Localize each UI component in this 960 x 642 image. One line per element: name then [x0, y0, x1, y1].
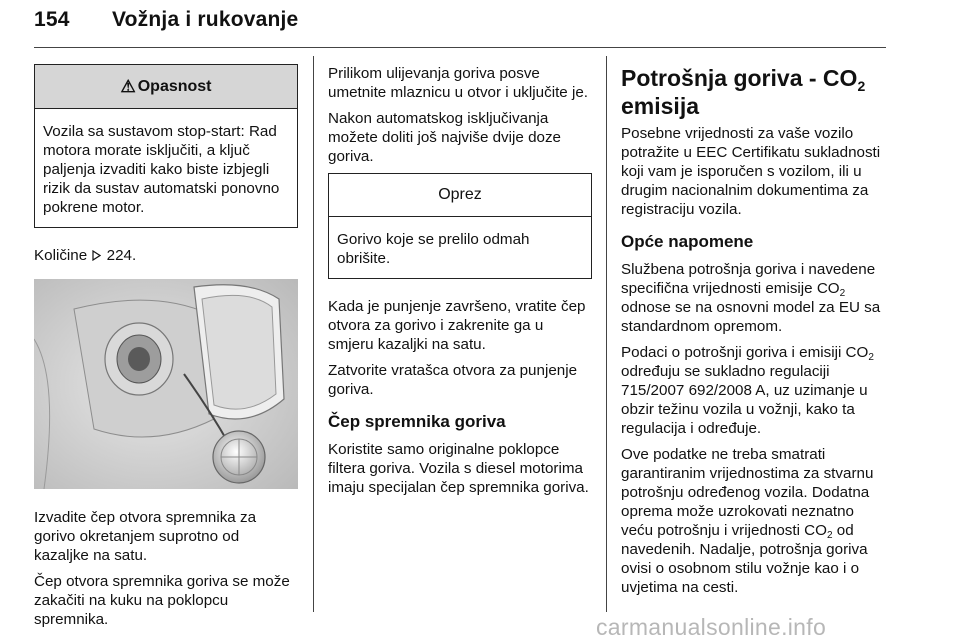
intro-paragraph: Posebne vrijednosti za vaše vozilo potražite u EEC Certifikatu sukladnosti koji vam je isporučen s vozilom, ili u drugim nacionalnim dokumentima za registraciju vozila.: [621, 125, 881, 218]
header-rule: [34, 47, 886, 48]
kolicine-line: [34, 246, 298, 265]
section-title: Potrošnja goriva - $CO_2$ emisija: [621, 65, 866, 119]
reference-triangle-icon: [92, 250, 101, 261]
watermark: carmanualsonline.info: [596, 614, 827, 640]
kolicine-label: Količine: [34, 247, 88, 264]
cap-paragraph: Koristite samo originalne poklopce filtera goriva. Vozila s diesel motorima imaju specijalan čep spremnika goriva.: [328, 441, 589, 496]
page-number: 154: [34, 8, 70, 31]
disclaimer-paragraph: Ove podatke ne treba smatrati garantiranim vrijednostima za stvarnu potrošnju određenog vozila. Dodatna oprema može uzrokovati neznatno veću potrošnju i vrijednosti $CO_2$ od navedenih. Nadalje, potrošnja goriva ovisi o osobnom stilu vožnje kao i o uvjetima na cesti.: [621, 446, 874, 596]
unscrew-paragraph: Izvadite čep otvora spremnika za gorivo okretanjem suprotno od kazaljke na satu.: [34, 509, 257, 564]
column-2: [328, 64, 592, 504]
caution-title: Oprez: [329, 174, 591, 217]
kolicine-ref[interactable]: 224.: [106, 247, 137, 264]
nozzle-paragraph: Prilikom ulijevanja goriva posve umetnite mlaznicu u otvor i uključite je.: [328, 65, 588, 101]
caution-text: Gorivo koje se prelilo odmah obrišite.: [337, 231, 530, 267]
general-heading: Opće napomene: [621, 232, 754, 251]
regulation-paragraph: Podaci o potrošnji goriva i emisiji $CO_2$ određuju se sukladno regulaciji 715/2007 692/2008 A, uz uzimanje u obzir težinu vozila u vožnji, kako ta regulacija i određuje.: [621, 344, 874, 437]
column-1: [34, 64, 298, 636]
fuel-filler-photo: [34, 279, 298, 489]
danger-title: Opasnost: [137, 78, 212, 95]
caution-box: [328, 173, 592, 279]
chapter-title: Vožnja i rukovanje: [112, 8, 299, 31]
finish-paragraph: Kada je punjenje završeno, vratite čep otvora za gorivo i zakrenite ga u smjeru kazaljki na satu.: [328, 298, 586, 353]
official-consumption-paragraph: Službena potrošnja goriva i navedene specifična vrijednosti emisije $CO_2$ odnose se na osnovni model za EU sa standardnom opremom.: [621, 261, 881, 335]
column-3: [621, 64, 889, 604]
danger-box-header: [35, 65, 297, 109]
warning-triangle-icon: ⚠: [120, 77, 136, 96]
page-header: [34, 8, 298, 32]
danger-text: Vozila sa sustavom stop-start: Rad motora morate isključiti, a ključ paljenja izvaditi kako biste izbjegli rizik da sustav automatski ponovno pokrene motor.: [43, 123, 280, 216]
cap-heading: Čep spremnika goriva: [328, 412, 506, 431]
auto-off-paragraph: Nakon automatskog isključivanja možete doliti još najviše dvije doze goriva.: [328, 110, 561, 165]
close-paragraph: Zatvorite vratašca otvora za punjenje goriva.: [328, 362, 578, 398]
column-divider-1: [313, 56, 314, 612]
hook-paragraph: Čep otvora spremnika goriva se može zakačiti na kuku na poklopcu spremnika.: [34, 573, 290, 628]
column-divider-2: [606, 56, 607, 612]
danger-box: [34, 64, 298, 228]
